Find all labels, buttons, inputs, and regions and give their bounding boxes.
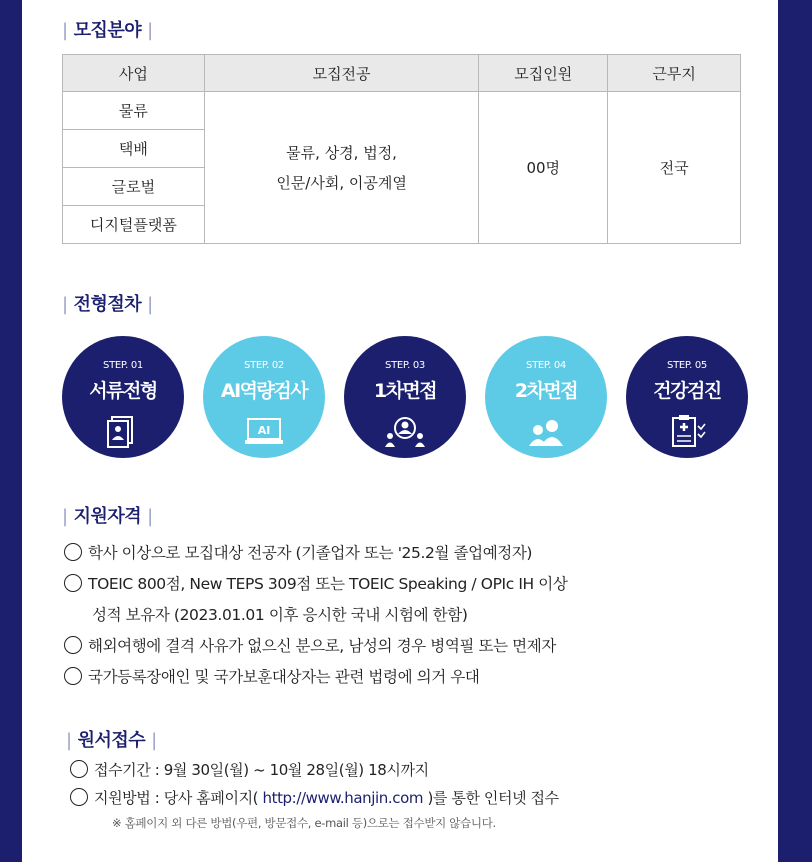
major-line: 물류, 상경, 법정, xyxy=(286,143,397,162)
table-header: 근무지 xyxy=(608,55,741,92)
application-method-text: 지원방법 : 당사 홈페이지( xyxy=(94,789,263,807)
content-panel xyxy=(22,0,778,862)
interview-people-icon xyxy=(385,414,425,448)
section-title-text: 원서접수 xyxy=(77,730,146,751)
table-header: 모집전공 xyxy=(204,55,479,92)
circle-bullet-icon xyxy=(70,788,88,806)
step-name: 서류전형 xyxy=(89,380,157,402)
step-number: STEP. 02 xyxy=(244,360,284,371)
step-number: STEP. 04 xyxy=(526,360,566,371)
step-1 xyxy=(62,336,184,458)
homepage-link[interactable]: http://www.hanjin.com xyxy=(262,789,424,807)
step-number: STEP. 01 xyxy=(103,360,143,371)
table-header: 모집인원 xyxy=(479,55,608,92)
section-title-process: | 전형절차 | xyxy=(62,294,153,315)
list-item-continuation xyxy=(64,600,567,631)
step-4 xyxy=(485,336,607,458)
circle-bullet-icon xyxy=(64,636,82,654)
application-period: 접수기간 : 9월 30일(월) ~ 10월 28일(월) 18시까지 xyxy=(94,761,429,779)
ai-laptop-icon xyxy=(244,414,284,448)
circle-bullet-icon xyxy=(70,760,88,778)
circle-bullet-icon xyxy=(64,574,82,592)
major-cell xyxy=(204,92,479,244)
step-name: 2차면접 xyxy=(514,380,578,402)
business-cell: 택배 xyxy=(63,130,205,168)
section-title-text: 전형절차 xyxy=(73,294,142,315)
section-title-recruit-field: | 모집분야 | xyxy=(62,20,153,41)
step-name: 1차면접 xyxy=(373,380,437,402)
process-steps xyxy=(62,336,748,458)
list-item xyxy=(70,756,559,784)
list-item xyxy=(64,662,567,693)
step-2 xyxy=(203,336,325,458)
list-item xyxy=(64,631,567,662)
section-title-text: 모집분야 xyxy=(73,20,142,41)
table-row xyxy=(63,92,741,130)
headcount-cell: 00명 xyxy=(479,92,608,244)
qualification-list xyxy=(64,538,567,693)
two-people-icon xyxy=(526,414,566,448)
table-header: 사업 xyxy=(63,55,205,92)
application-method-text: )를 통한 인터넷 접수 xyxy=(423,789,559,807)
circle-bullet-icon xyxy=(64,667,82,685)
medical-clipboard-icon xyxy=(667,414,707,448)
list-item xyxy=(70,784,559,812)
application-note: ※ 홈페이지 외 다른 방법(우편, 방문접수, e-mail 등)으로는 접수받지 않습니다. xyxy=(112,816,496,830)
business-cell: 물류 xyxy=(63,92,205,130)
application-list xyxy=(70,756,559,812)
major-line: 인문/사회, 이공계열 xyxy=(276,173,407,192)
business-cell: 글로벌 xyxy=(63,168,205,206)
section-title-text: 지원자격 xyxy=(73,506,142,527)
svg-text:AI: AI xyxy=(257,424,271,437)
table-header-row xyxy=(63,55,741,92)
step-3 xyxy=(344,336,466,458)
list-item-text: 성적 보유자 (2023.01.01 이후 응시한 국내 시험에 한함) xyxy=(92,606,468,624)
recruit-table xyxy=(62,54,741,244)
location-cell: 전국 xyxy=(608,92,741,244)
list-item-text: TOEIC 800점, New TEPS 309점 또는 TOEIC Speaking / OPIc IH 이상 xyxy=(88,575,568,593)
circle-bullet-icon xyxy=(64,543,82,561)
step-number: STEP. 03 xyxy=(385,360,425,371)
list-item xyxy=(64,569,567,600)
step-5 xyxy=(626,336,748,458)
list-item-text: 학사 이상으로 모집대상 전공자 (기졸업자 또는 '25.2월 졸업예정자) xyxy=(88,544,533,562)
section-title-qualification: | 지원자격 | xyxy=(62,506,153,527)
step-number: STEP. 05 xyxy=(667,360,707,371)
list-item-text: 국가등록장애인 및 국가보훈대상자는 관련 법령에 의거 우대 xyxy=(88,668,480,686)
section-title-application: | 원서접수 | xyxy=(66,730,157,751)
list-item-text: 해외여행에 결격 사유가 없으신 분으로, 남성의 경우 병역필 또는 면제자 xyxy=(88,637,556,655)
step-name: AI역량검사 xyxy=(220,380,308,402)
business-cell: 디지털플랫폼 xyxy=(63,206,205,244)
list-item xyxy=(64,538,567,569)
document-icon xyxy=(103,414,143,448)
step-name: 건강검진 xyxy=(653,380,721,402)
